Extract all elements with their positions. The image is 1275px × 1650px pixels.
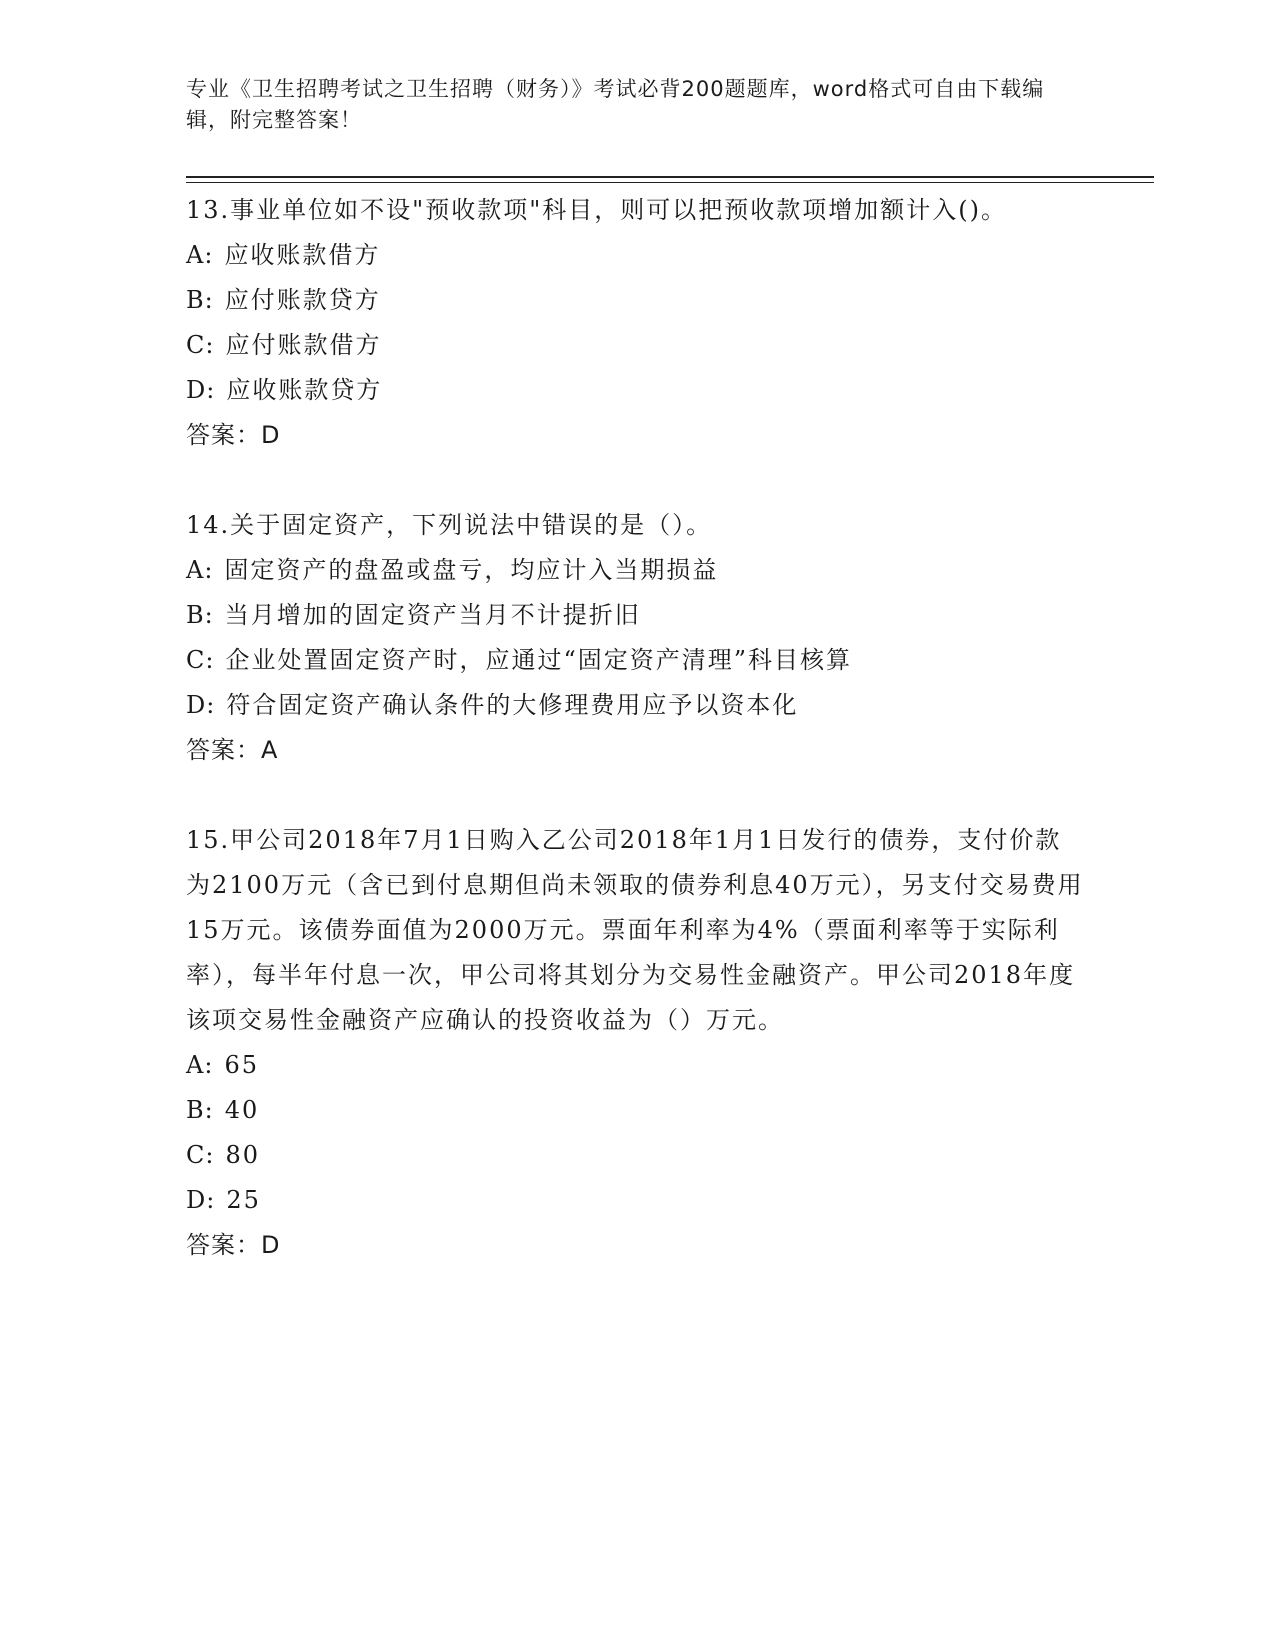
document-header: 专业《卫生招聘考试之卫生招聘（财务）》考试必背200题题库，word格式可自由下载编辑，附完整答案！ xyxy=(186,77,1045,132)
option-text: 80 xyxy=(225,1141,261,1169)
option-d: D: 应收账款贷方 xyxy=(186,376,383,404)
option-c: C: 80 xyxy=(186,1141,261,1169)
question-stem: 15.甲公司2018年7月1日购入乙公司2018年1月1日发行的债券，支付价款为2100万元（含已到付息期但尚未领取的债券利息40万元），另支付交易费用15万元。该债券面值为2000万元。票面年利率为4%（票面利率等于实际利率），每半年付息一次，甲公司将其划分为交易性金融资产。甲公司2018年度该项交易性金融资产应确认的投资收益为（）万元。 xyxy=(186,826,1084,1034)
answer-line: 答案：D xyxy=(186,421,281,449)
option-a: A: 应收账款借方 xyxy=(186,241,381,269)
question-15 xyxy=(186,818,1086,1268)
option-letter: A xyxy=(186,1051,205,1079)
option-letter: D xyxy=(186,1186,207,1214)
header-divider-thin xyxy=(186,182,1154,183)
option-letter: B xyxy=(186,601,205,629)
option-letter: A xyxy=(186,241,205,269)
option-a: A: 65 xyxy=(186,1051,259,1079)
option-letter: C xyxy=(186,1141,206,1169)
option-letter: C xyxy=(186,331,206,359)
option-letter: C xyxy=(186,646,206,674)
option-letter: D xyxy=(186,691,207,719)
option-text: 应收账款贷方 xyxy=(226,376,383,404)
option-c: C: 企业处置固定资产时，应通过“固定资产清理”科目核算 xyxy=(186,646,853,674)
option-letter: D xyxy=(186,376,207,404)
option-text: 企业处置固定资产时，应通过“固定资产清理”科目核算 xyxy=(225,646,853,674)
option-text: 应付账款贷方 xyxy=(224,286,381,314)
option-d: D: 25 xyxy=(186,1186,261,1214)
option-text: 应收账款借方 xyxy=(224,241,381,269)
question-13 xyxy=(186,188,1086,458)
header-divider-thick xyxy=(186,176,1154,178)
option-text: 当月增加的固定资产当月不计提折旧 xyxy=(224,601,641,629)
option-letter: B xyxy=(186,286,205,314)
question-14 xyxy=(186,503,1086,773)
option-text: 符合固定资产确认条件的大修理费用应予以资本化 xyxy=(226,691,799,719)
option-text: 65 xyxy=(224,1051,259,1079)
option-c: C: 应付账款借方 xyxy=(186,331,382,359)
option-text: 25 xyxy=(226,1186,261,1214)
option-text: 应付账款借方 xyxy=(225,331,382,359)
option-letter: A xyxy=(186,556,205,584)
option-b: B: 当月增加的固定资产当月不计提折旧 xyxy=(186,601,641,629)
option-text: 固定资产的盘盈或盘亏，均应计入当期损益 xyxy=(224,556,719,584)
option-text: 40 xyxy=(224,1096,260,1124)
question-stem: 13.事业单位如不设"预收款项"科目，则可以把预收款项增加额计入()。 xyxy=(186,196,1007,224)
option-d: D: 符合固定资产确认条件的大修理费用应予以资本化 xyxy=(186,691,799,719)
question-list xyxy=(186,188,1086,1268)
option-a: A: 固定资产的盘盈或盘亏，均应计入当期损益 xyxy=(186,556,719,584)
answer-line: 答案：D xyxy=(186,1231,281,1259)
question-spacer xyxy=(186,773,1086,818)
answer-line: 答案：A xyxy=(186,736,279,764)
question-spacer xyxy=(186,458,1086,503)
option-letter: B xyxy=(186,1096,205,1124)
option-b: B: 应付账款贷方 xyxy=(186,286,381,314)
option-b: B: 40 xyxy=(186,1096,260,1124)
question-stem: 14.关于固定资产，下列说法中错误的是（）。 xyxy=(186,511,713,539)
